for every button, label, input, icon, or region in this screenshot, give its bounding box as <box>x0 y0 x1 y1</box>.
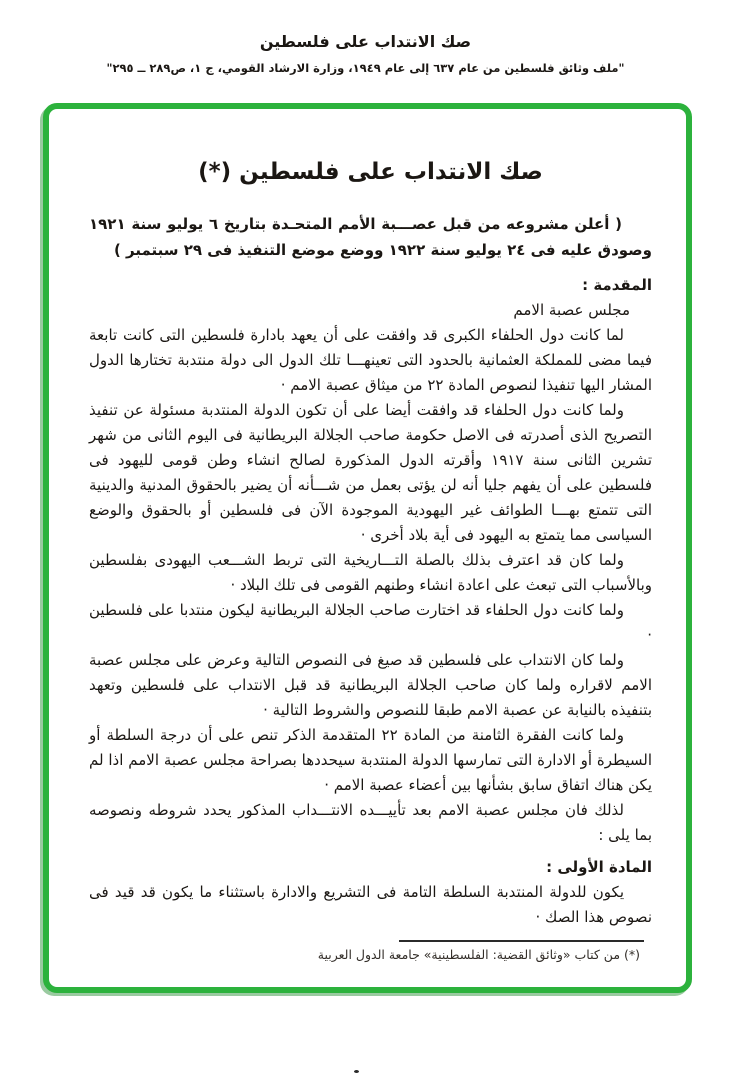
salutation-line: مجلس عصبة الامم <box>513 301 630 319</box>
page-header-source-line: "ملف وثائق فلسطين من عام ٦٣٧ إلى عام ١٩٤٩، وزارة الارشاد القومي، ج ١، ص٢٨٩ ــ ٢٩٥" <box>106 61 625 75</box>
footnote-separator-rule <box>399 940 644 942</box>
footnote-text: (*) من كتاب «وثائق القضية: الفلسطينية» جامعة الدول العربية <box>317 947 640 962</box>
preamble-paragraph-6: ولما كانت الفقرة الثامنة من المادة ٢٢ المتقدمة الذكر تنص على أن درجة السلطة أو السيطرة أو الادارة التى تمارسها الدولة المنتدبة سيحددها بصراحة مجلس عصبة الامم اذا لم يكن هناك اتفاق سابق بشأنها بين أعضاء عصبة الامم · <box>89 726 652 794</box>
preamble-paragraph-2: ولما كانت دول الحلفاء قد وافقت أيضا على أن تكون الدولة المنتدبة مسئولة عن تنفيذ التصريح الذى أصدرته فى الاصل حكومة صاحب الجلالة البريطانية فى اليوم الثانى من شهر تشرين الثانى سنة ١٩١٧ وأقرته الدول المذكورة لصالح انشاء وطن قومى لليهود فى فلسطين على أن يفهم جليا أنه لن يؤتى بعمل من شـــأنه أن يضير بالحقوق المدنية والدينية التى تتمتع بهـــا الطوائف غير اليهودية الموجودة الآن فى فلسطين أو بالحقوق والوضع السياسى مما يتمتع به اليهود فى أية بلاد أخرى · <box>89 401 652 544</box>
document-subtitle: ( أعلن مشروعه من قبل عصـــبة الأمم المتحـدة بتاريخ ٦ يوليو سنة ١٩٢١ وصودق عليه فى ٢٤ يوليو سنة ١٩٢٢ ووضع موضع التنفيذ فى ٢٩ سبتمبر ) <box>89 215 652 259</box>
preamble-paragraph-7: لذلك فان مجلس عصبة الامم بعد تأييـــده الانتـــداب المذكور يحدد شروطه ونصوصه بما يلى : <box>89 801 652 844</box>
page-bottom-mark <box>354 1070 359 1073</box>
preamble-heading: المقدمة : <box>582 276 652 294</box>
document-green-frame <box>43 103 692 993</box>
article-one-heading: المادة الأولى : <box>546 858 652 876</box>
document-title: صك الانتداب على فلسطين (*) <box>198 159 543 185</box>
preamble-paragraph-3: ولما كان قد اعترف بذلك بالصلة التـــاريخية التى تربط الشـــعب اليهودى بفلسطين وبالأسباب التى تبعث على اعادة انشاء وطنهم القومى فى تلك البلاد · <box>89 551 652 594</box>
preamble-paragraph-1: لما كانت دول الحلفاء الكبرى قد وافقت على أن يعهد بادارة فلسطين التى كانت تابعة فيما مضى للمملكة العثمانية بالحدود التى تعينهـــا تلك الدول الى دولة منتدبة تختارها الدول المشار اليها تنفيذا لنصوص المادة ٢٢ من ميثاق عصبة الامم · <box>89 326 652 394</box>
article-one-text: يكون للدولة المنتدبة السلطة التامة فى التشريع والادارة باستثناء ما يكون قد قيد فى نصوص هذا الصك · <box>89 883 652 926</box>
preamble-paragraph-4: ولما كانت دول الحلفاء قد اختارت صاحب الجلالة البريطانية ليكون منتدبا على فلسطين · <box>89 601 652 644</box>
document-body <box>49 109 686 987</box>
page-header-title: صك الانتداب على فلسطين <box>259 32 472 51</box>
page-header <box>0 32 731 75</box>
preamble-paragraph-5: ولما كان الانتداب على فلسطين قد صيغ فى النصوص التالية وعرض على مجلس عصبة الامم لاقراره ولما كان صاحب الجلالة البريطانية قد قبل الانتداب على فلسطين وتعهد بتنفيذه بالنيابة عن عصبة الامم طبقا للنصوص والشروط التالية · <box>89 651 652 719</box>
